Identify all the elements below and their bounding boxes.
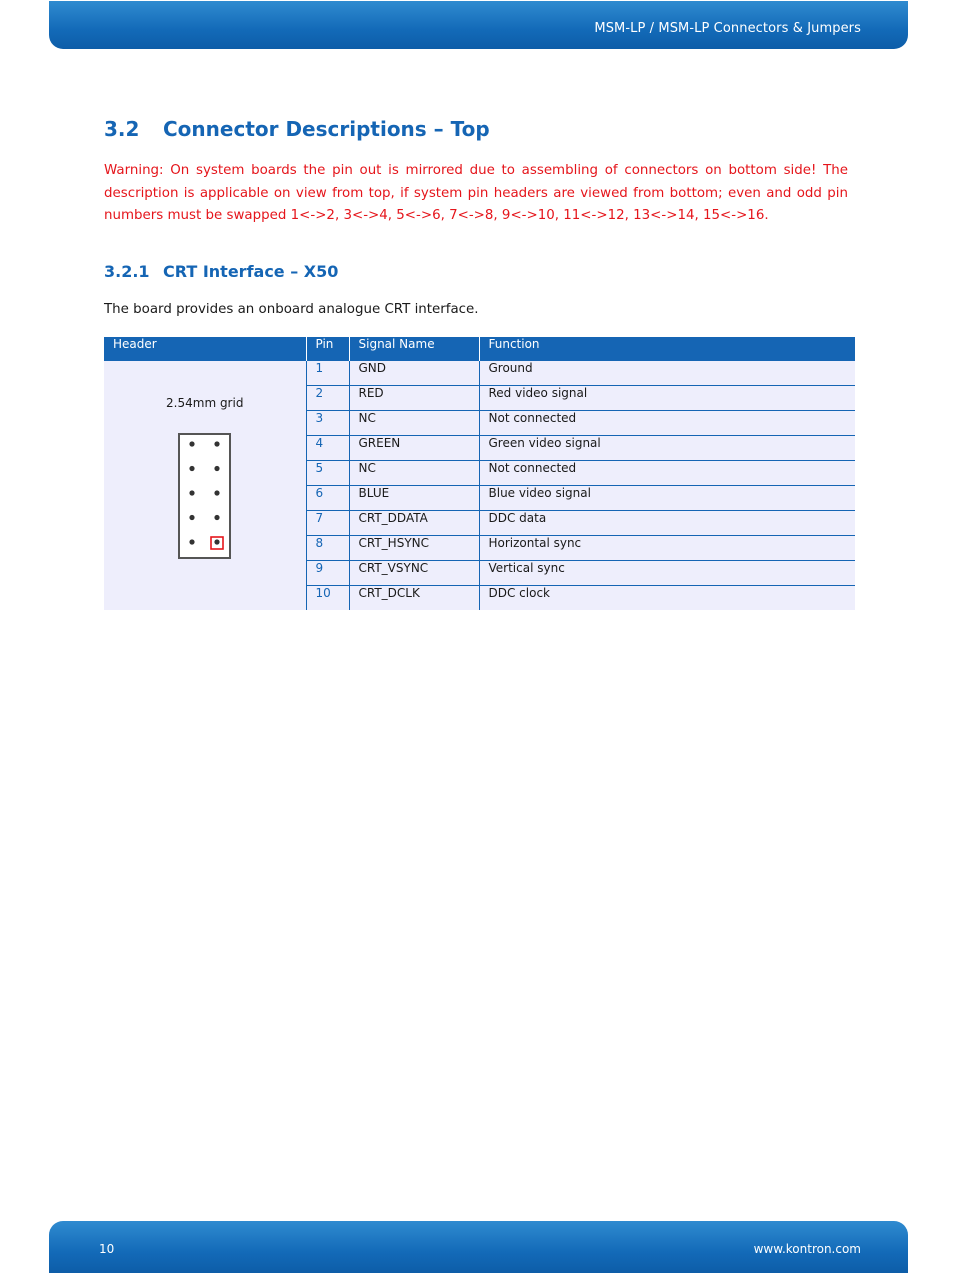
pin-dot	[214, 490, 219, 495]
grid-caption: 2.54mm grid	[166, 396, 244, 410]
column-header-header: Header	[104, 337, 306, 361]
signal-name-cell: NC	[349, 461, 479, 486]
signal-name-cell: CRT_VSYNC	[349, 561, 479, 586]
function-cell: Green video signal	[479, 436, 855, 461]
table-header-row	[104, 337, 855, 361]
pin-number-cell: 5	[306, 461, 349, 486]
page-number: 10	[99, 1242, 115, 1256]
pin-dot	[189, 539, 194, 544]
signal-name-cell: GREEN	[349, 436, 479, 461]
pin-header-diagram	[177, 432, 233, 562]
connector-table	[104, 337, 855, 610]
pin-dot	[189, 515, 194, 520]
pin-dot	[214, 539, 219, 544]
pin-dot	[214, 441, 219, 446]
website-url: www.kontron.com	[753, 1242, 861, 1256]
page-footer-bar	[49, 1221, 908, 1273]
pin-number-cell: 9	[306, 561, 349, 586]
pin-number-cell: 1	[306, 361, 349, 386]
warning-text: Warning: On system boards the pin out is mirrored due to assembling of connectors on bottom side! The description is applicable on view from top, if system pin headers are viewed from bottom; even and odd pin numbers must be swapped 1<->2, 3<->4, 5<->6, 7<->8, 9<->10, 11<->12, 13<->14, 15<->16.	[104, 163, 848, 223]
pin-dot	[189, 490, 194, 495]
section-title: Connector Descriptions – Top	[163, 117, 490, 141]
pin-number-cell: 10	[306, 586, 349, 611]
section-heading	[104, 117, 490, 141]
subsection-title: CRT Interface – X50	[163, 262, 339, 281]
function-cell: DDC data	[479, 511, 855, 536]
signal-name-cell: NC	[349, 411, 479, 436]
pin-number-cell: 2	[306, 386, 349, 411]
function-cell: Red video signal	[479, 386, 855, 411]
subsection-heading	[104, 262, 338, 281]
header-diagram-cell	[104, 361, 306, 610]
page-header-bar	[49, 1, 908, 49]
column-header-function: Function	[479, 337, 855, 361]
pin-dot	[214, 466, 219, 471]
pin-number-cell: 4	[306, 436, 349, 461]
pin-dot	[189, 441, 194, 446]
function-cell: Not connected	[479, 411, 855, 436]
signal-name-cell: GND	[349, 361, 479, 386]
function-cell: DDC clock	[479, 586, 855, 611]
intro-paragraph: The board provides an onboard analogue CRT interface.	[104, 302, 479, 317]
section-number: 3.2	[104, 117, 140, 141]
function-cell: Ground	[479, 361, 855, 386]
signal-name-cell: CRT_DDATA	[349, 511, 479, 536]
signal-name-cell: CRT_DCLK	[349, 586, 479, 611]
subsection-number: 3.2.1	[104, 262, 150, 281]
column-header-pin: Pin	[306, 337, 349, 361]
column-header-signal: Signal Name	[349, 337, 479, 361]
pin-dot	[214, 515, 219, 520]
function-cell: Not connected	[479, 461, 855, 486]
signal-name-cell: RED	[349, 386, 479, 411]
pin-number-cell: 6	[306, 486, 349, 511]
signal-name-cell: BLUE	[349, 486, 479, 511]
function-cell: Horizontal sync	[479, 536, 855, 561]
document-title: MSM-LP / MSM-LP Connectors & Jumpers	[594, 21, 861, 36]
signal-name-cell: CRT_HSYNC	[349, 536, 479, 561]
table-row	[104, 361, 855, 386]
pin-number-cell: 7	[306, 511, 349, 536]
pin-number-cell: 8	[306, 536, 349, 561]
function-cell: Blue video signal	[479, 486, 855, 511]
pin-dot	[189, 466, 194, 471]
function-cell: Vertical sync	[479, 561, 855, 586]
pin-number-cell: 3	[306, 411, 349, 436]
